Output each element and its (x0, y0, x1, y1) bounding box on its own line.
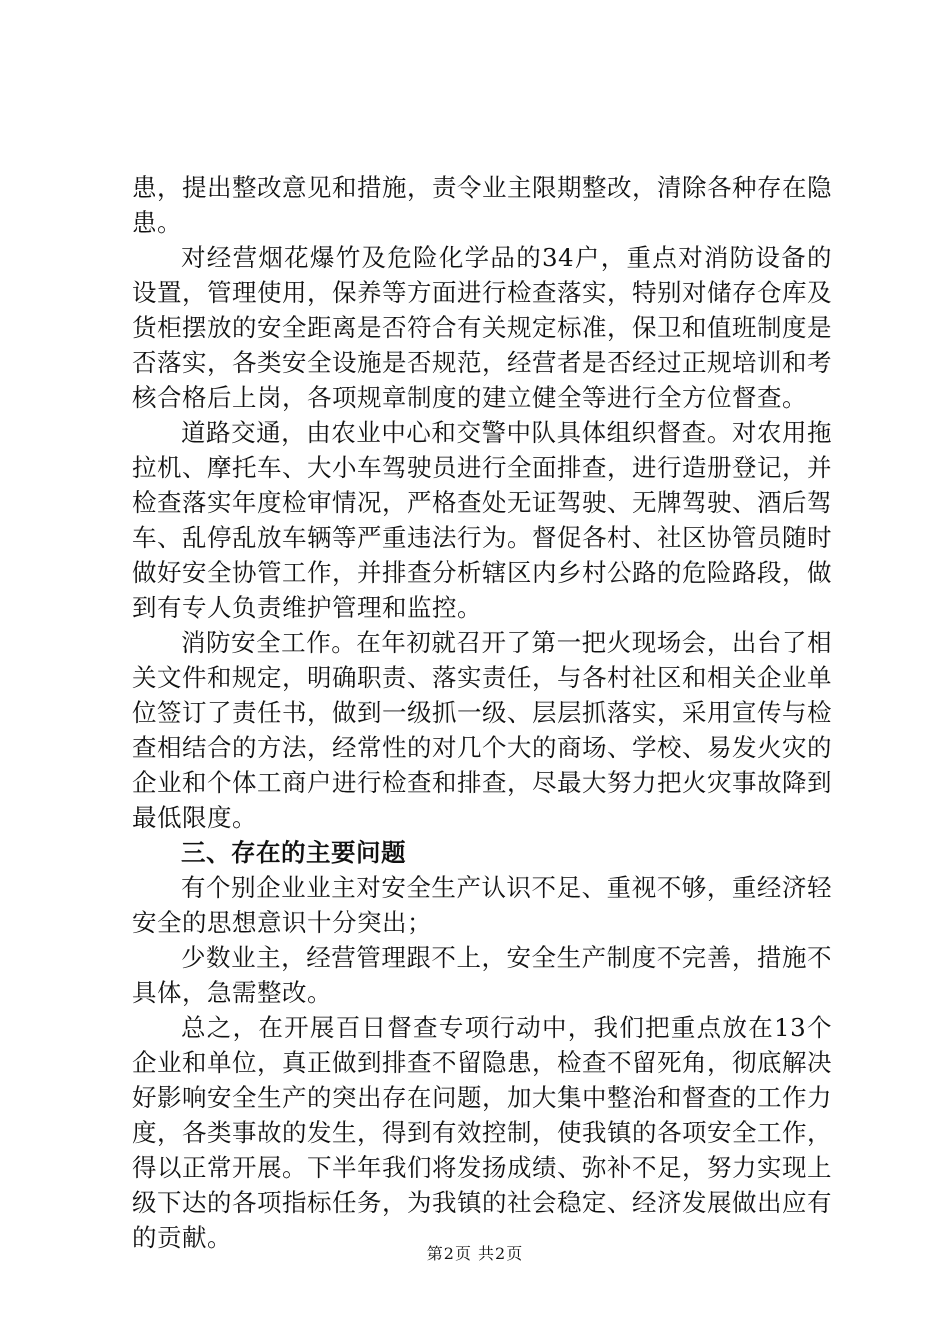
paragraph-fire-safety: 消防安全工作。在年初就召开了第一把火现场会，出台了相关文件和规定，明确职责、落实责任，与各村社区和相关企业单位签订了责任书，做到一级抓一级、层层抓落实，采用宣传与检查相结合的方法，经常性的对几个大的商场、学校、易发火灾的企业和个体工商户进行检查和排查，尽最大努力把火灾事故降到最低限度。 (132, 628, 832, 832)
paragraph-problem-awareness: 有个别企业业主对安全生产认识不足、重视不够，重经济轻安全的思想意识十分突出； (132, 873, 832, 937)
paragraph-problem-management: 少数业主，经营管理跟不上，安全生产制度不完善，措施不具体，急需整改。 (132, 943, 832, 1007)
paragraph-summary: 总之，在开展百日督查专项行动中，我们把重点放在13个企业和单位，真正做到排查不留隐患，检查不留死角，彻底解决好影响安全生产的突出存在问题，加大集中整治和督查的工作力度，各类事故的发生，得到有效控制，使我镇的各项安全工作，得以正常开展。下半年我们将发扬成绩、弥补不足，努力实现上级下达的各项指标任务，为我镇的社会稳定、经济发展做出应有的贡献。 (132, 1013, 832, 1252)
document-body (132, 170, 832, 1255)
paragraph-road-traffic: 道路交通，由农业中心和交警中队具体组织督查。对农用拖拉机、摩托车、大小车驾驶员进行全面排查，进行造册登记，并检查落实年度检审情况，严格查处无证驾驶、无牌驾驶、酒后驾车、乱停乱放车辆等严重违法行为。督促各村、社区协管员随时做好安全协管工作，并排查分析辖区内乡村公路的危险路段，做到有专人负责维护管理和监控。 (132, 418, 832, 622)
section-heading-main-problems: 三、存在的主要问题 (181, 838, 406, 867)
paragraph-continuation: 患，提出整改意见和措施，责令业主限期整改，清除各种存在隐患。 (132, 173, 832, 237)
page-number-footer: 第2页 共2页 (426, 1244, 524, 1263)
paragraph-fireworks-inspection: 对经营烟花爆竹及危险化学品的34户，重点对消防设备的设置，管理使用，保养等方面进行检查落实，特别对储存仓库及货柜摆放的安全距离是否符合有关规定标准，保卫和值班制度是否落实，各类安全设施是否规范，经营者是否经过正规培训和考核合格后上岗，各项规章制度的建立健全等进行全方位督查。 (132, 243, 832, 412)
